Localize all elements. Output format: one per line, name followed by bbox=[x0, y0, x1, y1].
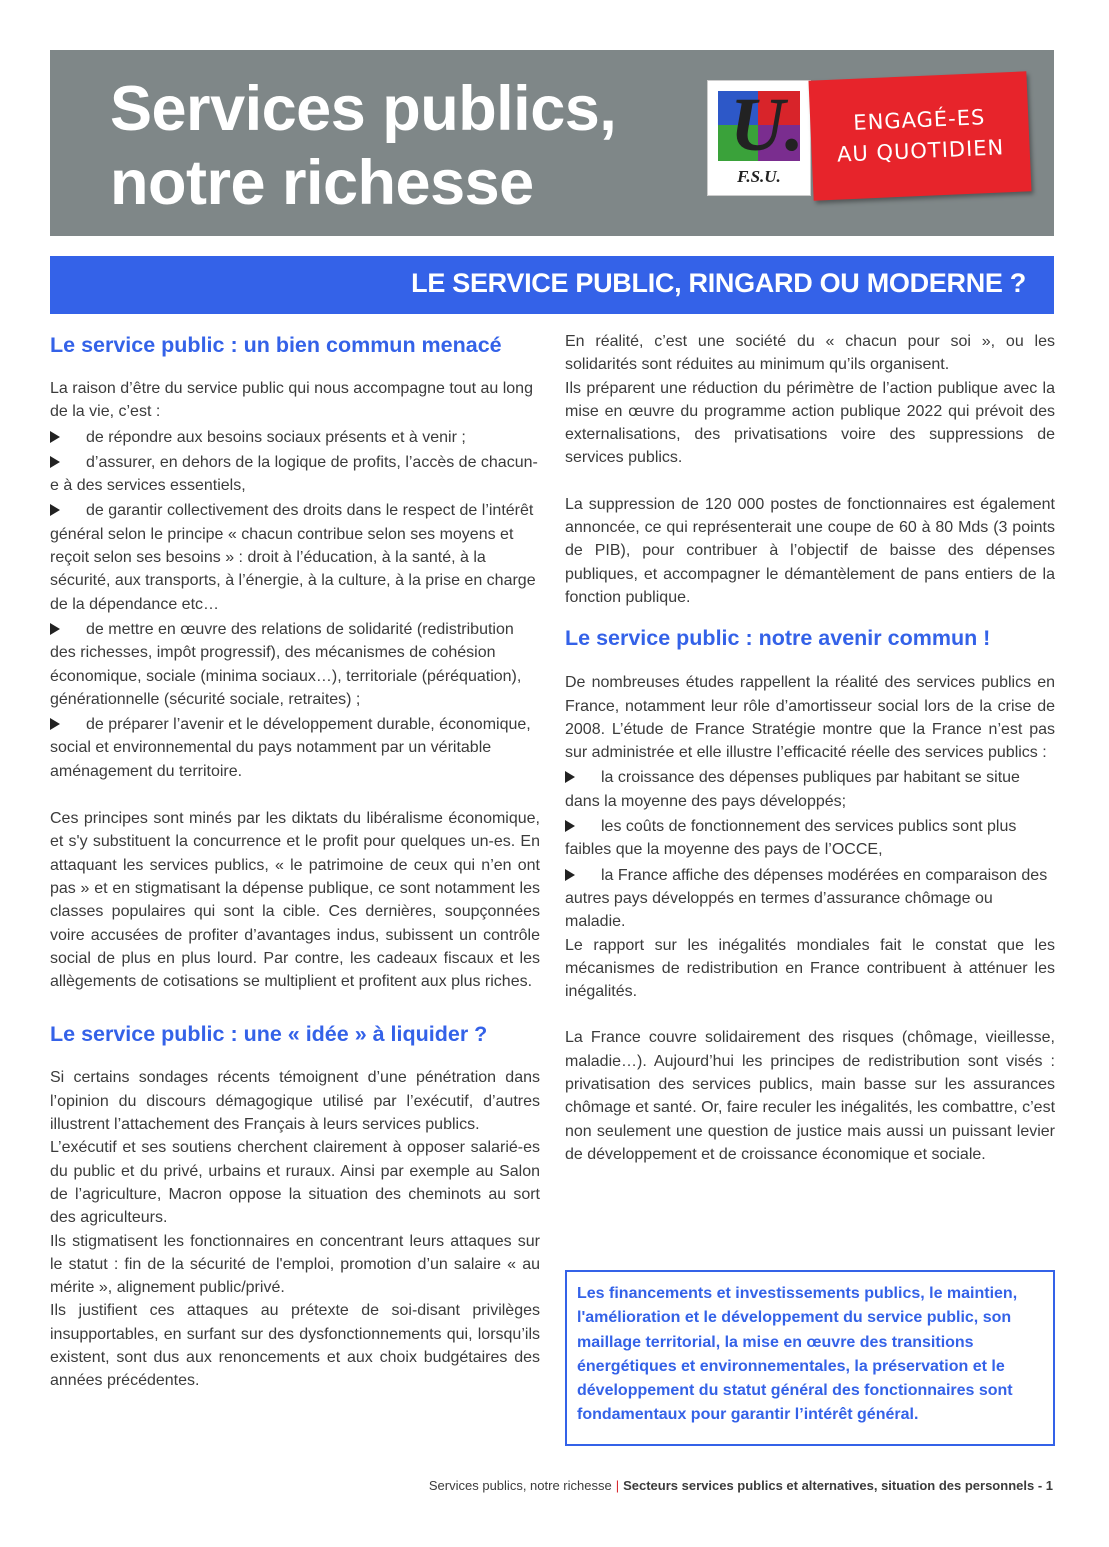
paragraph-france-couvre: La France couvre solidairement des risques (chômage, vieillesse, maladie…). Aujourd’hui les principes de redistribution sont visés : privatisation des services publics, main basse sur les assurances chômage et santé. Or, faire reculer les inégalités, les combattre, c’est non seulement une question de justice mais aussi un puissant levier de développement et de croissance économique et sociale. bbox=[565, 1029, 1056, 1163]
title-line-2: notre richesse bbox=[110, 148, 534, 218]
paragraph-suppression-postes: La suppression de 120 000 postes de fonctionnaires est également annoncée, ce qui représenterait une coupe de 60 à 80 Mds (3 points de PIB), pour contribuer à l’objectif de baisse des dépenses publiques, et accompagner le démantèlement de pans entiers de la fonction publique. bbox=[565, 495, 1055, 606]
banner-text: LE SERVICE PUBLIC, RINGARD OU MODERNE ? bbox=[411, 268, 1026, 298]
paragraph-sondages: Si certains sondages récents témoignent d’une pénétration dans l’opinion du discours démagogique utilisé par l’exécutif, d’autres illustrent l’attachement des Français à leurs services publics. bbox=[50, 1069, 540, 1134]
paragraph-rapport-inegalites: Le rapport sur les inégalités mondiales fait le constat que les mécanismes de redistribution en France contribuent à atténuer les inégalités. bbox=[565, 936, 1055, 1001]
paragraph-chacun-pour-soi: En réalité, c’est une société du « chacun pour soi », ou les solidarités sont réduites au minimum qu’ils organisent. bbox=[565, 333, 1055, 374]
list-item: de préparer l’avenir et le développement durable, économique, social et environnemental du pays notamment par un véritable aménagement du territoire. bbox=[50, 716, 531, 780]
paragraph-executif: L’exécutif et ses soutiens cherchent clairement à opposer salarié-es du public et du privé, urbains et ruraux. Ainsi par exemple au Salon de l’agriculture, Macron oppose la situation des cheminots au sort des agriculteurs. bbox=[50, 1139, 540, 1227]
logo-group bbox=[707, 80, 1027, 210]
footer-separator: | bbox=[615, 1478, 620, 1493]
bullet-triangle-icon bbox=[50, 718, 60, 730]
page-footer bbox=[429, 1478, 1053, 1493]
list-item: d’assurer, en dehors de la logique de profits, l’accès de chacun-e à des services essentiels, bbox=[50, 453, 538, 495]
paragraph-etudes: De nombreuses études rappellent la réalité des services publics en France, notamment leur rôle d’amortisseur social lors de la crise de 2008. L’étude de France Stratégie montre que la France n’est pas sur administrée et elle illustre l’efficacité réelle des services publics : bbox=[565, 674, 1055, 762]
list-item: de garantir collectivement des droits dans le respect de l’intérêt général selon le principe « chacun contribue selon ses moyens et reçoit selon ses besoins » : droit à l’éducation, à la santé, à la sécurité, aux transports, à l’énergie, à la culture, à la prise en charge de la dépendance etc… bbox=[50, 502, 536, 613]
section-banner bbox=[50, 256, 1054, 314]
right-column bbox=[565, 330, 1055, 1166]
intro-paragraph: La raison d’être du service public qui nous accompagne tout au long de la vie, c’est : bbox=[50, 380, 533, 421]
bullet-triangle-icon bbox=[50, 504, 60, 516]
callout-box bbox=[565, 1270, 1055, 1446]
list-item: la France affiche des dépenses modérées en comparaison des autres pays développés en termes d’assurance chômage ou maladie. bbox=[565, 866, 1048, 931]
paragraph-liberalisme: Ces principes sont minés par les diktats du libéralisme économique, et s'y substituent la concurrence et le profit pour quelques un-es. En attaquant les services publics, « le patrimoine de ceux qui n’en ont pas » et en stigmatisant la dépense publique, ce sont notamment les classes populaires qui sont la cible. Ces dernières, soupçonnées voire accusées de profiter d’avantages indus, subissent un contrôle social de plus en plus lourd. Par contre, les cadeaux fiscaux et les allègements de cotisations se multiplient et profitent aux plus riches. bbox=[50, 810, 540, 991]
paragraph-perimetre: Ils préparent une réduction du périmètre de l’action publique avec la mise en œuvre du programme action publique 2022 qui prévoit des externalisations, des privatisations voire des suppressions de services publics. bbox=[565, 379, 1055, 467]
logo-label: F.S.U. bbox=[737, 167, 781, 186]
page-header bbox=[50, 50, 1054, 236]
footer-section-page: Secteurs services publics et alternatives, situation des personnels - 1 bbox=[623, 1478, 1053, 1493]
bullet-triangle-icon bbox=[50, 431, 60, 443]
list-item: de répondre aux besoins sociaux présents et à venir ; bbox=[50, 426, 540, 449]
badge-line-1: ENGAGÉ-ES bbox=[852, 105, 986, 135]
list-item: la croissance des dépenses publiques par habitant se situe dans la moyenne des pays développés; bbox=[565, 769, 1020, 810]
document-title bbox=[110, 72, 616, 220]
fsu-logo bbox=[707, 80, 811, 196]
bullet-triangle-icon bbox=[50, 623, 60, 635]
paragraph-justifient: Ils justifient ces attaques au prétexte de soi-disant privilèges insupportables, en surfant sur des dysfonctionnements qui, lorsqu’ils existent, sont dus aux renoncements et aux choix budgétaires des années précédentes. bbox=[50, 1302, 540, 1390]
paragraph-stigmatisent: Ils stigmatisent les fonctionnaires en concentrant leurs attaques sur le statut : fin de la sécurité de l'emploi, promotion d’un salaire « au mérite », alignement public/privé. bbox=[50, 1232, 540, 1297]
badge-line-2: AU QUOTIDIEN bbox=[836, 135, 1005, 167]
bullet-triangle-icon bbox=[50, 456, 60, 468]
bullet-triangle-icon bbox=[565, 771, 575, 783]
heading-bien-commun: Le service public : un bien commun menacé bbox=[50, 333, 502, 357]
list-item: les coûts de fonctionnement des services publics sont plus faibles que la moyenne des pays de l’OCCE, bbox=[565, 818, 1017, 859]
list-item: de mettre en œuvre des relations de solidarité (redistribution des richesses, impôt progressif), des mécanismes de cohésion économique, sociale (minima sociaux…), territoriale (péréquation), générationnelle (sécurité sociale, retraites) ; bbox=[50, 620, 522, 708]
footer-doc-title: Services publics, notre richesse bbox=[428, 1478, 612, 1493]
heading-avenir-commun: Le service public : notre avenir commun ! bbox=[565, 626, 991, 651]
logo-letter: U. bbox=[730, 83, 804, 167]
left-column bbox=[50, 330, 540, 1393]
title-line-1: Services publics, bbox=[110, 74, 617, 144]
callout-text: Les financements et investissements publics, le maintien, l'amélioration et le développement du service public, son maillage territorial, la mise en œuvre des transitions énergétiques et environnementales, la préservation et le développement du statut général des fonctionnaires sont fondamentaux pour garantir l’intérêt général. bbox=[577, 1285, 1018, 1424]
bullet-triangle-icon bbox=[565, 869, 575, 881]
engagees-badge bbox=[808, 71, 1031, 200]
bullet-triangle-icon bbox=[565, 820, 575, 832]
heading-idee-a-liquider: Le service public : une « idée » à liquider ? bbox=[50, 1022, 488, 1047]
